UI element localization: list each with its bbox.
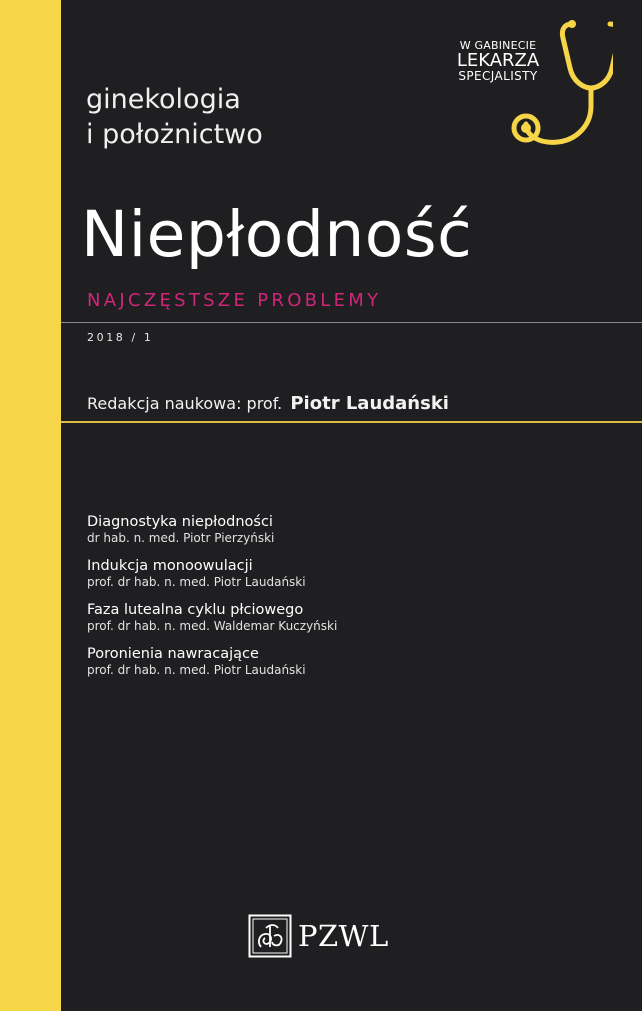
contents-list: [87, 513, 607, 689]
contents-entry: [87, 601, 607, 634]
contents-entry: [87, 645, 607, 678]
series-line-2: LEKARZA: [456, 49, 540, 71]
divider-gold: [61, 421, 642, 423]
editor-line: [87, 393, 449, 414]
series-line-3: SPECJALISTY: [458, 69, 538, 84]
issue-number: 2018 / 1: [87, 331, 154, 344]
pzwl-logo-icon: [248, 914, 292, 958]
publisher-mark: [248, 914, 389, 958]
specialty-line-2: i położnictwo: [86, 119, 263, 150]
chapter-title: Indukcja monoowulacji: [87, 558, 253, 574]
chapter-author: prof. dr hab. n. med. Piotr Laudański: [87, 575, 306, 589]
book-subtitle: NAJCZĘSTSZE PROBLEMY: [87, 290, 382, 311]
specialty-line-1: ginekologia: [86, 84, 241, 115]
divider-grey: [61, 322, 642, 323]
contents-entry: [87, 557, 607, 590]
chapter-title: Poronienia nawracające: [87, 646, 259, 662]
chapter-author: prof. dr hab. n. med. Waldemar Kuczyński: [87, 619, 338, 633]
editor-name: Piotr Laudański: [290, 393, 449, 414]
book-title: Niepłodność: [81, 198, 473, 271]
publisher-name: PZWL: [298, 919, 389, 953]
series-line-1: W GABINECIE: [459, 39, 537, 52]
stethoscope-icon: [488, 16, 613, 156]
chapter-title: Diagnostyka niepłodności: [87, 514, 273, 530]
chapter-author: dr hab. n. med. Piotr Pierzyński: [87, 531, 275, 545]
specialty-heading: [86, 82, 263, 152]
yellow-spine: [0, 0, 61, 1011]
editor-label: Redakcja naukowa: prof.: [87, 394, 283, 413]
contents-entry: [87, 513, 607, 546]
chapter-title: Faza lutealna cyklu płciowego: [87, 602, 304, 618]
chapter-author: prof. dr hab. n. med. Piotr Laudański: [87, 663, 306, 677]
